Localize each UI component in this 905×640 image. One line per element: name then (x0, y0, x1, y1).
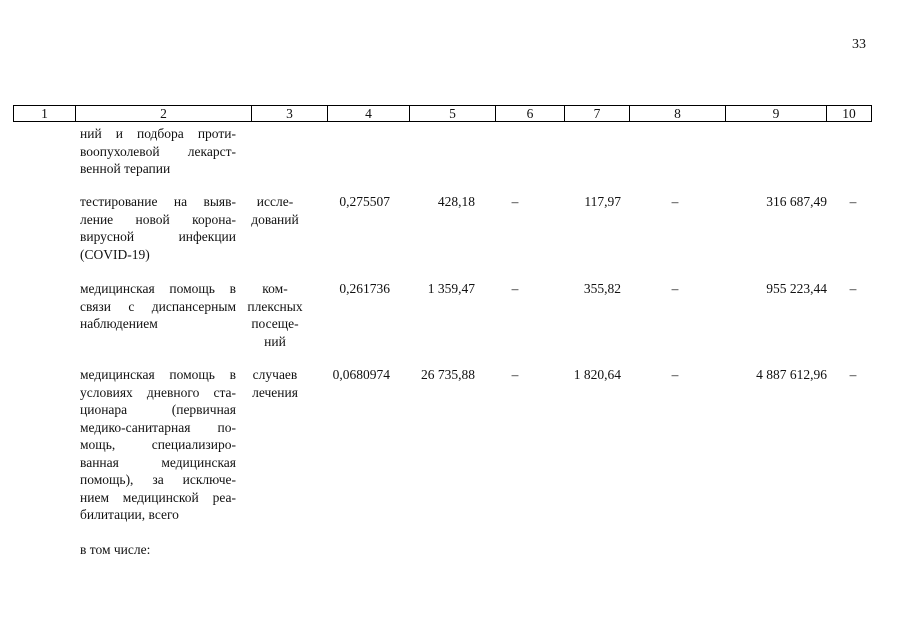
row-3-col-7: 1 820,64 (573, 367, 621, 382)
row-2-col-5: 1 359,47 (427, 281, 475, 296)
row-1-col-8: – (671, 194, 679, 209)
unit-line: ний (264, 333, 286, 349)
desc-line: ление новой корона- (80, 211, 236, 227)
row-3-col-9: 4 887 612,96 (756, 367, 827, 382)
header-col-5: 5 (409, 106, 495, 121)
row-2-col-8: – (671, 281, 679, 296)
row-3-col-8: – (671, 367, 679, 382)
row-1-unit (242, 193, 308, 228)
row-1-description (80, 193, 236, 263)
desc-line: связи с диспансерным (80, 298, 236, 314)
desc-line: помощь), за исключе- (80, 472, 236, 487)
header-col-7: 7 (564, 106, 629, 121)
header-col-1: 1 (41, 106, 48, 121)
unit-line: дований (251, 211, 299, 227)
row-2-col-9: 955 223,44 (766, 281, 827, 296)
desc-line: ний и подбора проти- (80, 126, 236, 141)
unit-line: случаев (252, 367, 298, 382)
desc-line: ционара (первичная (80, 402, 236, 417)
unit-line: плексных (247, 298, 303, 314)
desc-line: вирусной инфекции (80, 229, 236, 244)
header-col-2: 2 (75, 106, 251, 121)
desc-line: условиях дневного ста- (80, 384, 236, 400)
row-2-unit (242, 280, 308, 350)
header-col-4: 4 (327, 106, 409, 121)
table-header-row (13, 105, 872, 122)
row-2-col-7: 355,82 (583, 281, 621, 296)
row-2-col-10: – (849, 281, 857, 296)
desc-line: наблюдением (80, 316, 158, 331)
row-3-description (80, 366, 236, 524)
desc-line: воопухолевой лекарст- (80, 143, 236, 159)
desc-line: билитации, всего (80, 507, 179, 522)
header-col-10: 10 (826, 106, 871, 121)
header-col-3: 3 (251, 106, 327, 121)
row-3-col-4: 0,0680974 (332, 367, 390, 382)
row-3-col-5: 26 735,88 (421, 367, 475, 382)
row-2-col-4: 0,261736 (339, 281, 390, 296)
header-col-9: 9 (725, 106, 826, 121)
desc-line: мощь, специализиро- (80, 437, 236, 452)
row-2-description (80, 280, 236, 333)
desc-line: нием медицинской реа- (80, 489, 236, 505)
desc-line: медицинская помощь в (80, 367, 236, 382)
desc-line: венной терапии (80, 161, 171, 176)
unit-line: иссле- (256, 194, 294, 209)
row-2-col-6: – (511, 281, 519, 296)
desc-line: (COVID-19) (80, 246, 150, 262)
subheading: в том числе: (80, 542, 151, 557)
unit-line: ком- (262, 281, 288, 296)
row-1-col-5: 428,18 (437, 194, 475, 209)
row-1-col-9: 316 687,49 (766, 194, 827, 209)
desc-line: тестирование на выяв- (80, 194, 236, 209)
page-number: 33 (852, 37, 866, 52)
row-3-col-10: – (849, 367, 857, 382)
row-1-col-6: – (511, 194, 519, 209)
row-1-col-4: 0,275507 (339, 194, 390, 209)
header-col-8: 8 (629, 106, 725, 121)
desc-line: медицинская помощь в (80, 281, 236, 296)
unit-line: посеще- (251, 316, 299, 331)
row-1-col-7: 117,97 (584, 194, 621, 209)
header-col-6: 6 (495, 106, 564, 121)
desc-line: ванная медицинская (80, 454, 236, 470)
row-3-col-6: – (511, 367, 519, 382)
desc-line: медико-санитарная по- (80, 419, 236, 435)
unit-line: лечения (252, 384, 298, 400)
row-1-col-10: – (849, 194, 857, 209)
continuation-description (80, 125, 236, 178)
row-3-unit (242, 366, 308, 401)
